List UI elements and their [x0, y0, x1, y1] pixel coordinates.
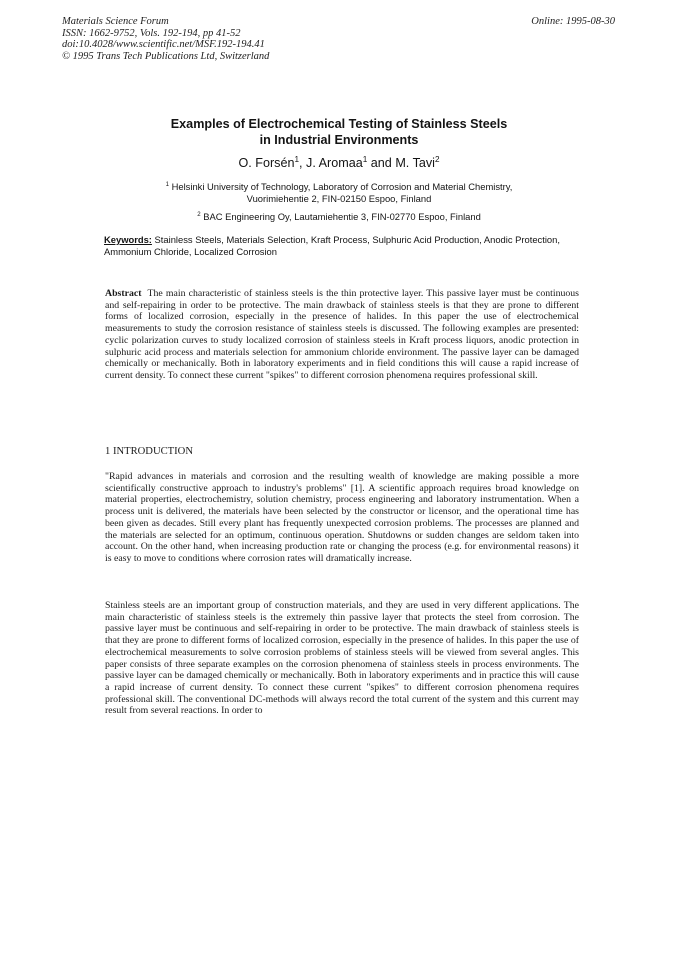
journal-header [62, 16, 269, 62]
title-line-1: Examples of Electrochemical Testing of Stainless Steels [170, 117, 508, 131]
section-heading-introduction: 1 INTRODUCTION [105, 446, 193, 457]
copyright-line: © 1995 Trans Tech Publications Ltd, Switzerland [62, 50, 270, 62]
author-tavi-affil: 2 [434, 154, 440, 164]
abstract-text: The main characteristic of stainless steels is the thin protective layer. This passive layer must be continuous and self-repairing in order to be protective. The main drawback of stainless steels is that they are prone to different forms of localized corrosion, especially in the presence of halides. In this paper the use of electrochemical measurements to study the corrosion resistance of stainless steels is discussed. The following examples are presented: cyclic polarization curves to study localized corrosion of stainless steels in Kraft process liquors, anodic protection in sulphuric acid process and materials selection for ammonium chloride environment. The passive layer can be damaged chemically or mechanically. Both in laboratory experiments and in field conditions this will cause a rapid increase of current density. To connect these current "spikes" to different corrosion phenomena requires professional skill. [105, 288, 579, 381]
intro-paragraph-2: Stainless steels are an important group of construction materials, and they are used in very different applications. The main characteristic of stainless steels is the extremely thin passive layer that protects the steel from corrosion. The passive layer must be continuous and self-repairing in order to be protective. The main drawback of stainless steels is that they are prone to different forms of localized corrosion, especially in the presence of halides. In this paper the use of electrochemical measurements to solve corrosion problems of stainless steels will be viewed from several angles. This paper consists of three separate examples on the corrosion phenomena of stainless steels in process environments. The passive layer can be damaged chemically or mechanically. Both in laboratory experiments and in practice this will cause a rapid increase of current density. To connect these current "spikes" to different corrosion phenomena requires professional skill. The conventional DC-methods will always record the total current of the system and this current may result from several reactions. In order to [105, 600, 579, 717]
affiliation-1-line-2: Vuorimiehentie 2, FIN-02150 Espoo, Finland [246, 192, 432, 204]
title-line-2: in Industrial Environments [259, 132, 419, 147]
author-list [100, 156, 578, 171]
author-aromaa-affil: 1 [362, 154, 368, 164]
online-date: Online: 1995-08-30 [531, 16, 615, 27]
issn-line: ISSN: 1662-9752, Vols. 192-194, pp 41-52 [62, 27, 241, 39]
author-forsen-affil: 1 [294, 154, 300, 164]
affiliation-1-line-1: Helsinki University of Technology, Laboratory of Corrosion and Material Chemistry, [171, 181, 513, 192]
abstract-block [105, 288, 579, 382]
intro-paragraph-1: "Rapid advances in materials and corrosion and the resulting wealth of knowledge are making possible a more scientifically constructive approach to industry's problems" [1]. A scientific approach requires broad knowledge on material properties, electrochemistry, solution chemistry, process engineering and laboratory instrumentation. When a process unit is delivered, the materials have been selected by the constructor or licensor, and the operational time has been given as decades. Still every plant has frequently unexpected corrosion problems. The processes are planned and the materials are selected for an optimum, continuous operation. Shutdowns or sudden changes are seldom taken into account. On the other hand, when increasing production rate or changing the process (e.g. for environmental reasons) it is easy to move to conditions where corrosion rates will dramatically increase. [105, 471, 579, 564]
keywords-text: Stainless Steels, Materials Selection, Kraft Process, Sulphuric Acid Production, Anodic Protection, Ammonium Chloride, Localized Corrosion [104, 234, 560, 258]
author-aromaa: J. Aromaa [306, 156, 363, 170]
author-tavi: M. Tavi [395, 156, 435, 170]
journal-name: Materials Science Forum [62, 16, 169, 27]
affiliation-2 [100, 211, 578, 223]
keywords-block [104, 234, 574, 258]
keywords-label: Keywords: [104, 234, 152, 245]
author-forsen: O. Forsén [238, 156, 295, 170]
affiliation-1 [100, 181, 578, 205]
paper-title [100, 117, 578, 148]
abstract-label: Abstract [105, 288, 142, 299]
affiliation-2-marker: 2 [197, 210, 201, 218]
author-separator: and [367, 156, 396, 170]
affiliation-1-marker: 1 [165, 180, 169, 188]
author-separator: , [299, 156, 307, 170]
affiliation-2-line-1: BAC Engineering Oy, Lautamiehentie 3, FIN-02770 Espoo, Finland [203, 211, 481, 222]
doi-line[interactable]: doi:10.4028/www.scientific.net/MSF.192-194.41 [62, 39, 265, 50]
